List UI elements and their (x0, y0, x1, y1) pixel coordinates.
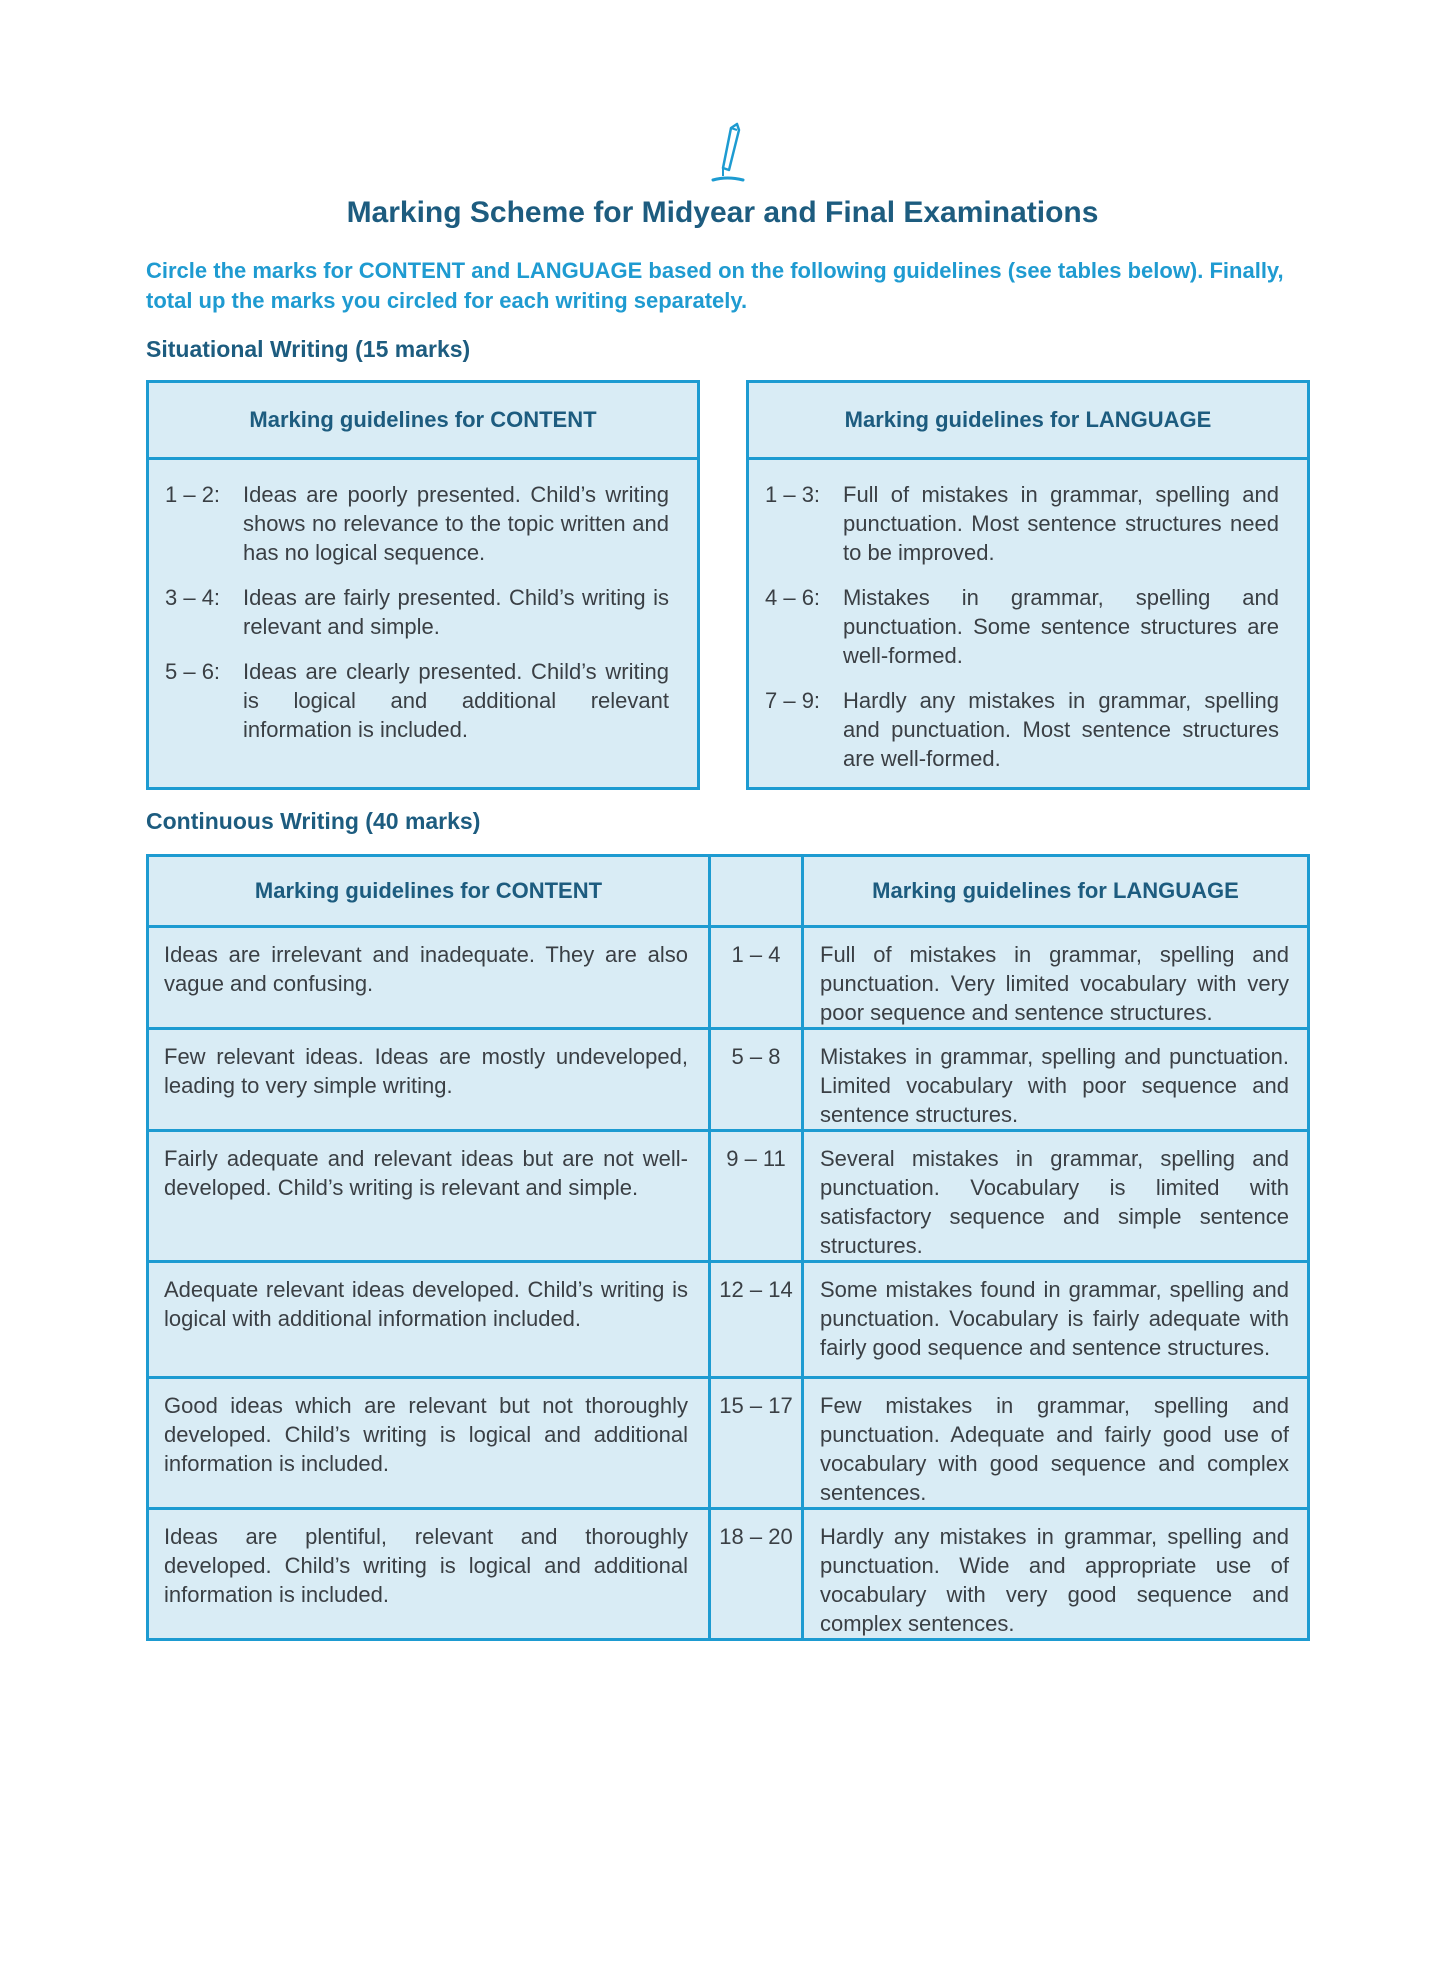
table-row (148, 1378, 1309, 1509)
row-content-cell: Few relevant ideas. Ideas are mostly undeveloped, leading to very simple writing. (148, 1029, 710, 1131)
situational-language-description: Full of mistakes in grammar, spelling and punctuation. Most sentence structures need to be improved. (843, 482, 1279, 565)
row-language-cell: Mistakes in grammar, spelling and punctuation. Limited vocabulary with poor sequence and sentence structures. (803, 1029, 1309, 1131)
row-marks-cell: 18 – 20 (710, 1509, 803, 1640)
situational-content-description: Ideas are fairly presented. Child’s writing is relevant and simple. (243, 585, 669, 639)
continuous-marks-header (710, 856, 803, 927)
continuous-table (146, 854, 1310, 1641)
instructions-text: Circle the marks for CONTENT and LANGUAGE based on the following guidelines (see tables below). Finally, total up the marks you circled for each writing separately. (146, 258, 1284, 313)
situational-language-item (763, 686, 1279, 773)
row-language-cell: Few mistakes in grammar, spelling and punctuation. Adequate and fairly good use of vocabulary with good sequence and complex sentences. (803, 1378, 1309, 1509)
row-content-cell: Good ideas which are relevant but not thoroughly developed. Child’s writing is logical and additional information is included. (148, 1378, 710, 1509)
situational-language-range: 7 – 9: (765, 688, 821, 713)
situational-language-item (763, 480, 1279, 567)
situational-heading: Situational Writing (15 marks) (146, 336, 471, 362)
situational-content-item (163, 480, 669, 567)
situational-language-range: 1 – 3: (765, 482, 821, 507)
table-row (148, 1131, 1309, 1262)
row-content-cell: Fairly adequate and relevant ideas but are not well-developed. Child’s writing is relevant and simple. (148, 1131, 710, 1262)
table-row (148, 1029, 1309, 1131)
row-marks-cell: 12 – 14 (710, 1262, 803, 1378)
situational-content-range: 1 – 2: (165, 482, 221, 507)
situational-language-item (763, 583, 1279, 670)
situational-content-item (163, 657, 669, 744)
row-marks-cell: 15 – 17 (710, 1378, 803, 1509)
situational-content-range: 3 – 4: (165, 585, 221, 610)
situational-content-list (149, 460, 697, 744)
situational-language-description: Hardly any mistakes in grammar, spelling and punctuation. Most sentence structures are well-formed. (843, 688, 1279, 771)
row-content-cell: Ideas are plentiful, relevant and thoroughly developed. Child’s writing is logical and additional information is included. (148, 1509, 710, 1640)
page-title: Marking Scheme for Midyear and Final Examinations (346, 196, 1099, 229)
situational-content-item (163, 583, 669, 641)
situational-content-range: 5 – 6: (165, 659, 221, 684)
continuous-content-header: Marking guidelines for CONTENT (148, 856, 710, 927)
row-marks-cell: 1 – 4 (710, 927, 803, 1029)
situational-content-header: Marking guidelines for CONTENT (149, 383, 697, 460)
situational-language-description: Mistakes in grammar, spelling and punctuation. Some sentence structures are well-formed. (843, 585, 1279, 668)
continuous-heading: Continuous Writing (40 marks) (146, 808, 481, 834)
row-language-cell: Full of mistakes in grammar, spelling and punctuation. Very limited vocabulary with very poor sequence and sentence structures. (803, 927, 1309, 1029)
table-row (148, 1509, 1309, 1640)
table-row (148, 927, 1309, 1029)
row-language-cell: Hardly any mistakes in grammar, spelling and punctuation. Wide and appropriate use of vocabulary with very good sequence and complex sentences. (803, 1509, 1309, 1640)
situational-language-header: Marking guidelines for LANGUAGE (749, 383, 1307, 460)
row-marks-cell: 5 – 8 (710, 1029, 803, 1131)
situational-language-box (746, 380, 1310, 790)
table-row (148, 1262, 1309, 1378)
row-content-cell: Adequate relevant ideas developed. Child’s writing is logical with additional information included. (148, 1262, 710, 1378)
continuous-language-header: Marking guidelines for LANGUAGE (803, 856, 1309, 927)
row-content-cell: Ideas are irrelevant and inadequate. They are also vague and confusing. (148, 927, 710, 1029)
situational-content-box (146, 380, 700, 790)
pencil-icon (701, 118, 747, 188)
situational-language-list (749, 460, 1307, 773)
situational-content-description: Ideas are poorly presented. Child’s writing shows no relevance to the topic written and has no logical sequence. (243, 482, 669, 565)
situational-language-range: 4 – 6: (765, 585, 821, 610)
situational-content-description: Ideas are clearly presented. Child’s writing is logical and additional relevant information is included. (243, 659, 669, 742)
continuous-header-row (148, 856, 1309, 927)
row-language-cell: Several mistakes in grammar, spelling and punctuation. Vocabulary is limited with satisfactory sequence and simple sentence structures. (803, 1131, 1309, 1262)
row-language-cell: Some mistakes found in grammar, spelling and punctuation. Vocabulary is fairly adequate with fairly good sequence and sentence structures. (803, 1262, 1309, 1378)
row-marks-cell: 9 – 11 (710, 1131, 803, 1262)
